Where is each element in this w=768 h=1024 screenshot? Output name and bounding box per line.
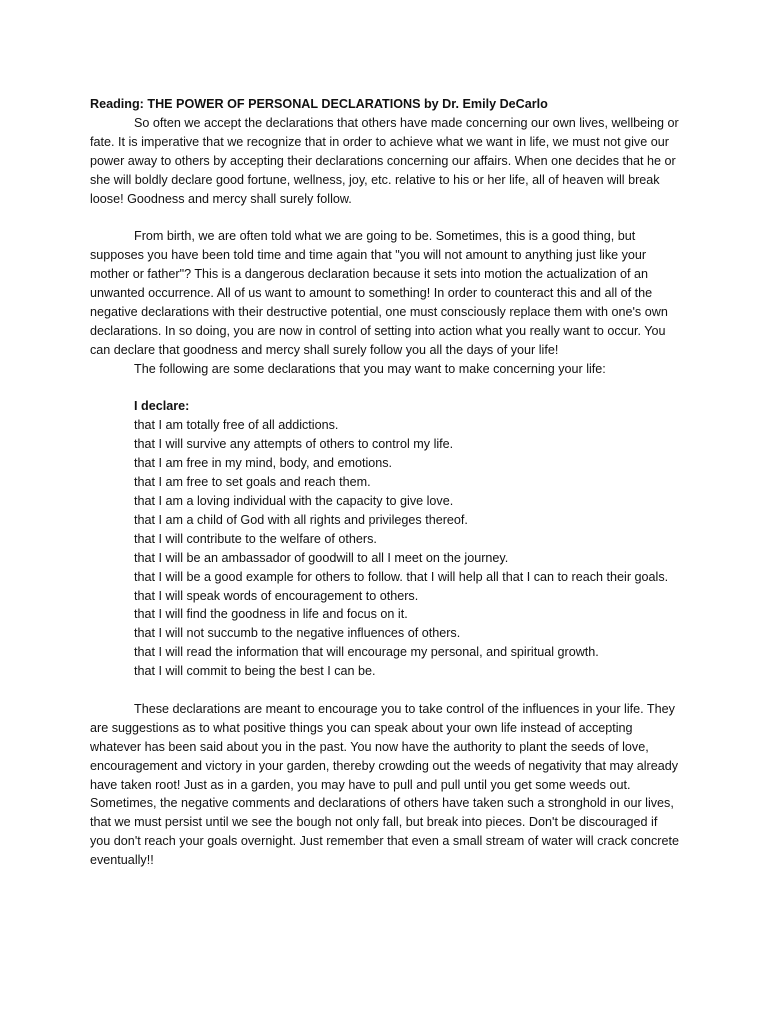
declaration-item: that I am a loving individual with the capacity to give love. [134, 494, 454, 508]
declaration-item: that I will commit to being the best I can be. [134, 664, 376, 679]
declaration-item: that I am totally free of all addictions. [134, 418, 339, 433]
declaration-item: that I will not succumb to the negative influences of others. [134, 626, 461, 641]
paragraph-3: These declarations are meant to encourage you to take control of the influences in your life. They are suggestions as to what positive things you can speak about your own life instead of accepting whatever has been said about you in the past. You now have the authority to plant the seeds of love, encouragement and victory in your garden, thereby crowding out the weeds of negativity that may already have taken root! Just as in a garden, you may have to pull and pull until you get some weeds out. Sometimes, the negative comments and declarations of others have taken such a stronghold in our lives, that we must persist until we see the bough not only fall, but break into pieces. Don't be discouraged if you don't reach your goals overnight. Just remember that even a small stream of water will crack concrete eventually!! [90, 701, 679, 868]
declaration-item: that I will survive any attempts of others to control my life. [134, 437, 454, 452]
declaration-item: that I will read the information that will encourage my personal, and spiritual growth. [134, 645, 599, 660]
paragraph-1: So often we accept the declarations that others have made concerning our own lives, wellbeing or fate. It is imperative that we recognize that in order to achieve what we want in life, we must not give our power away to others by accepting their declarations concerning our affairs. When one decides that he or she will boldly declare good fortune, wellness, joy, etc. relative to his or her life, all of heaven will break loose! Goodness and mercy shall surely follow. [90, 115, 679, 206]
declare-heading: I declare: [134, 399, 190, 414]
declaration-item: that I am free in my mind, body, and emotions. [134, 456, 393, 471]
paragraph-2: From birth, we are often told what we are going to be. Sometimes, this is a good thing, but supposes you have been told time and time again that "you will not amount to anything just like your mother or father"? This is a dangerous declaration because it sets into motion the actualization of an unwanted occurrence. All of us want to amount to something! In order to counteract this and all of the negative declarations with their destructive potential, one must consciously replace them with one's own declarations. In so doing, you are now in control of setting into action what you really want to occur. You can declare that goodness and mercy shall surely follow you all the days of your life! [90, 229, 668, 357]
spacer [90, 681, 680, 700]
declaration-item: that I will be an ambassador of goodwill to all I meet on the journey. [134, 550, 509, 565]
document-page [90, 95, 680, 870]
spacer [90, 208, 680, 227]
declaration-item: that I am free to set goals and reach them. [134, 475, 371, 490]
declaration-item: that I will speak words of encouragement to others. [134, 588, 419, 603]
document-title: Reading: THE POWER OF PERSONAL DECLARATIONS by Dr. Emily DeCarlo [90, 97, 548, 111]
declaration-item: that I will contribute to the welfare of others. [134, 531, 377, 546]
list-intro: The following are some declarations that you may want to make concerning your life: [134, 361, 606, 376]
declaration-item: that I am a child of God with all rights and privileges thereof. [134, 512, 468, 527]
declaration-item: that I will be a good example for others to follow. that I will help all that I can to reach their goals. [134, 569, 669, 584]
declarations-list [134, 397, 680, 681]
spacer [90, 379, 680, 398]
declaration-item: that I will find the goodness in life and focus on it. [134, 607, 408, 622]
